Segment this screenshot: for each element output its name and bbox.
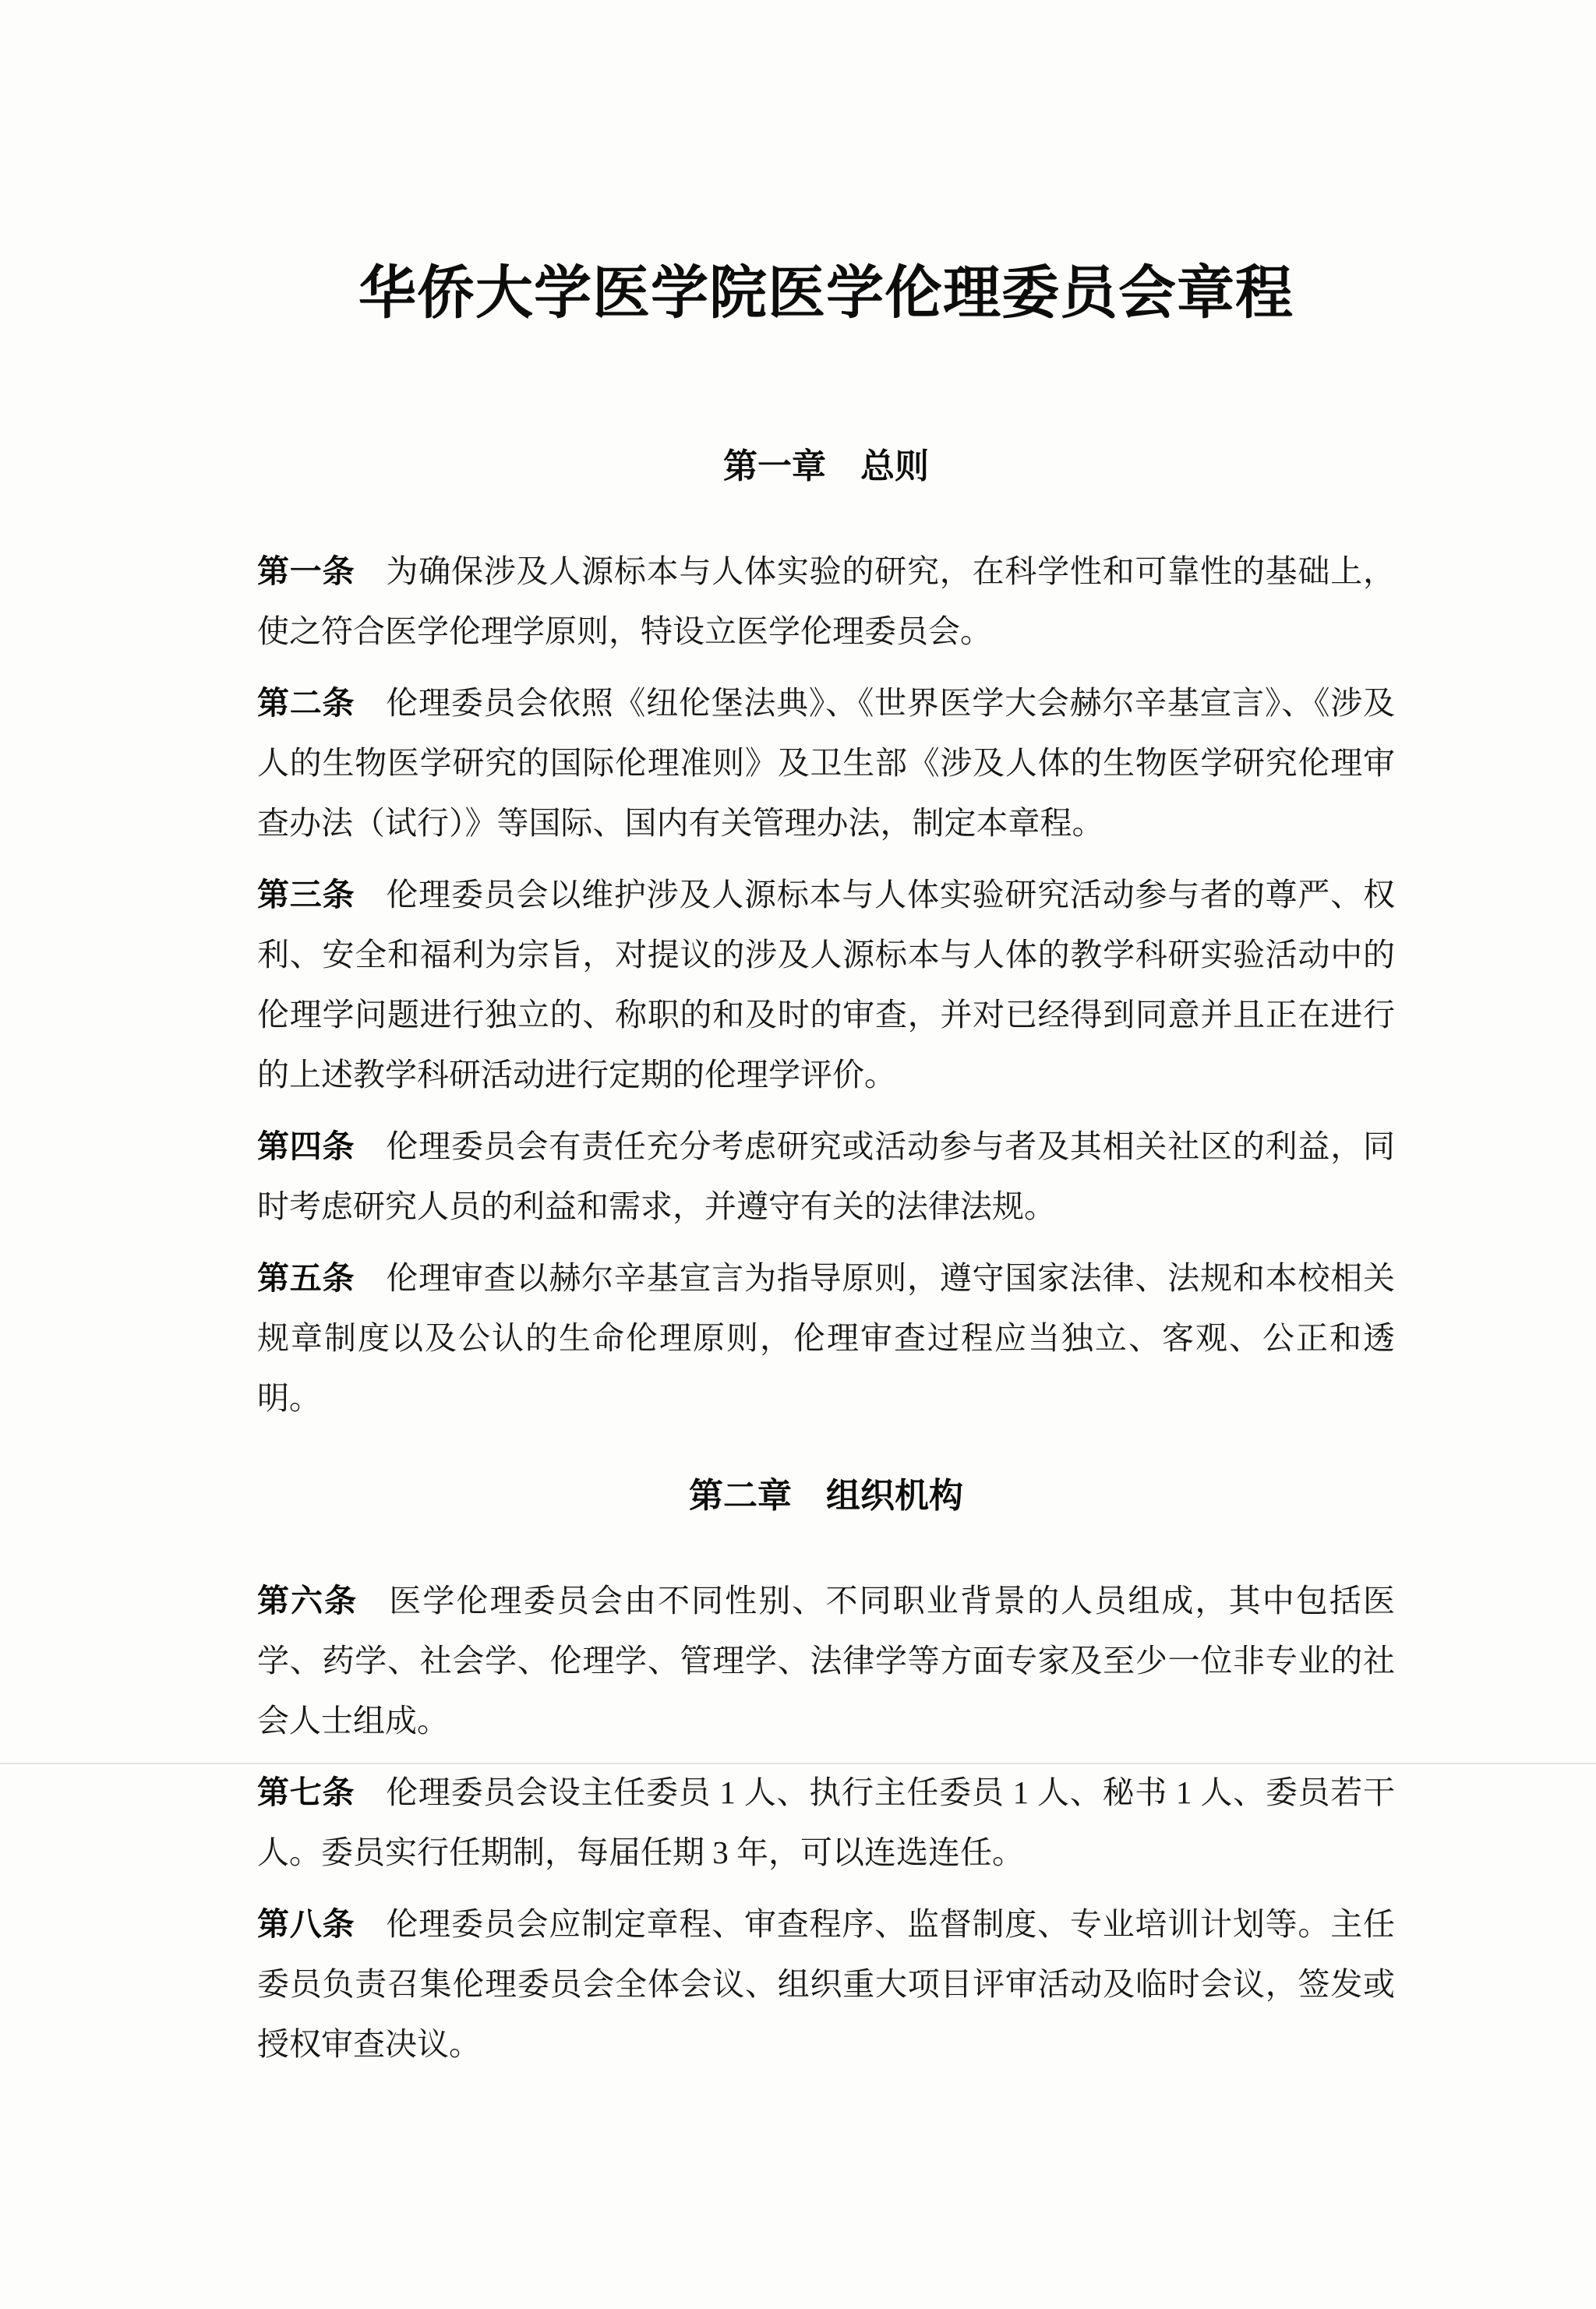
article-6-label: 第六条 bbox=[257, 1583, 358, 1619]
article-7-label: 第七条 bbox=[257, 1774, 355, 1811]
article-4-text: 伦理委员会有责任充分考虑研究或活动参与者及其相关社区的利益，同时考虑研究人员的利益和需求，并遵守有关的法律法规。 bbox=[257, 1128, 1396, 1225]
chapter-1-heading bbox=[257, 444, 1395, 489]
chapter-2-name: 组织机构 bbox=[826, 1477, 963, 1516]
article-8-label: 第八条 bbox=[257, 1906, 355, 1943]
article-3-label: 第三条 bbox=[257, 877, 355, 913]
article-3 bbox=[257, 865, 1395, 1105]
chapter-2-number: 第二章 bbox=[689, 1477, 792, 1516]
article-4-label: 第四条 bbox=[257, 1128, 355, 1165]
article-2-text: 伦理委员会依照《纽伦堡法典》、《世界医学大会赫尔辛基宣言》、《涉及人的生物医学研究的国际伦理准则》及卫生部《涉及人体的生物医学研究伦理审查办法（试行）》等国际、国内有关管理办法，制定本章程。 bbox=[257, 685, 1396, 842]
article-6 bbox=[257, 1571, 1395, 1751]
chapter-1-name: 总则 bbox=[860, 447, 929, 486]
article-5-text: 伦理审查以赫尔辛基宣言为指导原则，遵守国家法律、法规和本校相关规章制度以及公认的生命伦理原则，伦理审查过程应当独立、客观、公正和透明。 bbox=[257, 1260, 1396, 1417]
article-2 bbox=[257, 673, 1395, 853]
article-5-label: 第五条 bbox=[257, 1260, 355, 1297]
article-8-text: 伦理委员会应制定章程、审查程序、监督制度、专业培训计划等。主任委员负责召集伦理委员会全体会议、组织重大项目评审活动及临时会议，签发或授权审查决议。 bbox=[257, 1906, 1396, 2063]
article-1 bbox=[257, 542, 1395, 662]
article-3-text: 伦理委员会以维护涉及人源标本与人体实验研究活动参与者的尊严、权利、安全和福利为宗旨，对提议的涉及人源标本与人体的教学科研实验活动中的伦理学问题进行独立的、称职的和及时的审查，并对已经得到同意并且正在进行的上述教学科研活动进行定期的伦理学评价。 bbox=[257, 877, 1396, 1093]
article-6-text: 医学伦理委员会由不同性别、不同职业背景的人员组成，其中包括医学、药学、社会学、伦理学、管理学、法律学等方面专家及至少一位非专业的社会人士组成。 bbox=[257, 1583, 1395, 1739]
chapter-general-provisions bbox=[257, 444, 1395, 1428]
article-1-label: 第一条 bbox=[257, 553, 355, 590]
article-4 bbox=[257, 1117, 1395, 1237]
document-title: 华侨大学医学院医学伦理委员会章程 bbox=[358, 262, 1294, 326]
chapter-organizational-structure bbox=[257, 1474, 1395, 2074]
article-7-text: 伦理委员会设主任委员 1 人、执行主任委员 1 人、秘书 1 人、委员若干人。委员实行任期制，每届任期 3 年，可以连选连任。 bbox=[257, 1774, 1396, 1871]
article-5 bbox=[257, 1248, 1395, 1428]
article-7 bbox=[257, 1763, 1395, 1883]
article-2-label: 第二条 bbox=[257, 685, 355, 722]
article-8 bbox=[257, 1894, 1395, 2074]
chapter-1-number: 第一章 bbox=[723, 447, 826, 486]
chapter-2-heading bbox=[257, 1474, 1395, 1518]
article-1-text: 为确保涉及人源标本与人体实验的研究，在科学性和可靠性的基础上，使之符合医学伦理学原则，特设立医学伦理委员会。 bbox=[257, 553, 1396, 650]
